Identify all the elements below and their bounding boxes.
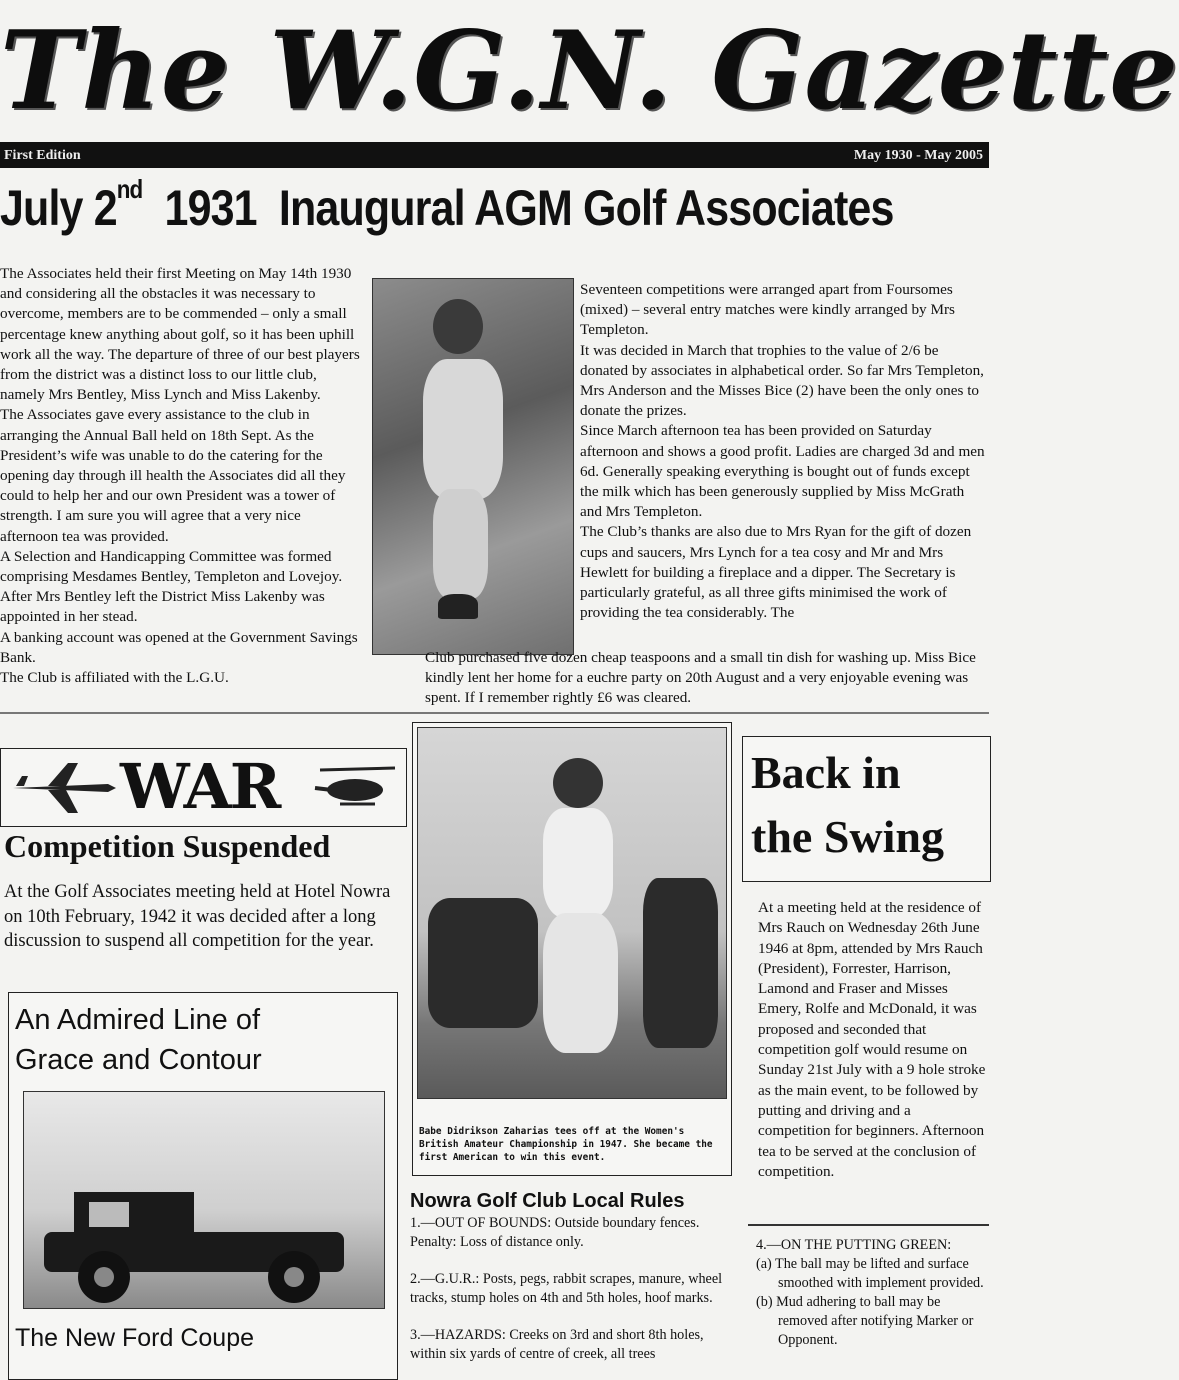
local-rules: [410, 1188, 730, 1378]
ford-title-line2: Grace and Contour: [15, 1044, 262, 1076]
war-title: WAR: [120, 750, 280, 823]
swing-body: At a meeting held at the residence of Mrs Rauch on Wednesday 26th June 1946 at 8pm, attended by Mrs Rauch (President), Forrester, Harrison, Lamond and Fraser and Misses Emery, Rolfe and McDonald, it was proposed and seconded that competition golf would resume on Sunday 21st July with a 9 hole stroke as the main event, to be followed by putting and driving and a competition for beginners. Afternoon tea to be served at the conclusion of competition.: [758, 899, 986, 1180]
article-left-column: [0, 264, 360, 712]
swing-title-line2: the Swing: [751, 811, 944, 862]
article-right-column: [580, 280, 989, 650]
article-bottom-paragraph: Club purchased five dozen cheap teaspoons and a small tin dish for washing up. Miss Bice kindly lent her home for a euchre party on 20th August and a very enjoyable evening was spent. If I remember rightly £6 was cleared.: [425, 649, 976, 707]
putting-green-rule: [756, 1236, 989, 1350]
article-paragraph: The Associates held their first Meeting on May 14th 1930 and considering all the obstacles it was necessary to overcome, members are to be commended – only a small percentage knew anything about golf, so it has been uphill work all the way. The departure of three of our best players from the district was a distinct loss to our little club, namely Mrs Bentley, Miss Lynch and Miss Lakenby.: [0, 265, 360, 404]
headline-date: July 2: [0, 180, 117, 236]
article-paragraph: It was decided in March that trophies to the value of 2/6 be donated by associates in alphabetical order. So far Mrs Templeton, Mrs Anderson and the Misses Bice (2) have been the only ones to donate the prizes.: [580, 341, 984, 420]
putting-heading: 4.—ON THE PUTTING GREEN:: [756, 1237, 952, 1253]
putting-item-a: (a) The ball may be lifted and surface smoothed with implement provided.: [756, 1256, 984, 1291]
main-headline: [0, 174, 894, 242]
ford-advertisement: [8, 992, 398, 1380]
article-paragraph: A banking account was opened at the Government Savings Bank.: [0, 628, 358, 666]
rules-title: Nowra Golf Club Local Rules: [410, 1190, 685, 1212]
zaharias-photo-frame: [412, 722, 732, 1176]
back-in-swing-banner: [742, 736, 991, 882]
war-subheading: Competition Suspended: [4, 828, 331, 864]
rule-item: 3.—HAZARDS: Creeks on 3rd and short 8th holes, within six yards of centre of creek, all trees: [410, 1327, 704, 1362]
aircraft-icon: [8, 758, 118, 818]
ford-coupe-image: [23, 1091, 385, 1309]
putting-item-b: (b) Mud adhering to ball may be removed after notifying Marker or Opponent.: [756, 1294, 974, 1348]
edition-label: First Edition: [4, 148, 81, 163]
zaharias-photo: [417, 727, 727, 1099]
headline-text: 1931 Inaugural AGM Golf Associates: [142, 180, 894, 236]
article-paragraph: Seventeen competitions were arranged apart from Foursomes (mixed) – several entry matches were kindly arranged by Mrs Templeton.: [580, 281, 955, 339]
helicopter-icon: [310, 756, 400, 816]
article-paragraph: The Associates gave every assistance to the club in arranging the Annual Ball held on 18th Sept. As the President’s wife was unable to do the catering for the opening day through ill health the Associates did all they could to help her and our own President was a tower of strength. I am sure you will agree that a very nice afternoon tea was provided.: [0, 406, 346, 545]
article-paragraph: The Club’s thanks are also due to Mrs Ryan for the gift of dozen cups and saucers, Mrs Lynch for a tea cosy and Mr and Mrs Hewlett for building a fireplace and a dipper. The Secretary is particularly grateful, as all three gifts minimised the work of providing the tea considerably. The: [580, 523, 972, 622]
ford-title-line1: An Admired Line of: [15, 1004, 261, 1036]
golfer-photo-1930s: [372, 278, 574, 655]
zaharias-caption: Babe Didrikson Zaharias tees off at the Women's British Amateur Championship in 1947. She became the first American to win this event.: [419, 1126, 713, 1163]
article-paragraph: A Selection and Handicapping Committee was formed comprising Mesdames Bentley, Templeton and Lovejoy. After Mrs Bentley left the District Miss Lakenby was appointed in her stead.: [0, 547, 343, 626]
article-paragraph: Since March afternoon tea has been provided on Saturday afternoon and shows a good profit. Ladies are charged 3d and men 6d. Generally speaking everything is bought out of funds except the milk which has been generously supplied by Miss McGrath and Mrs Templeton.: [580, 422, 985, 521]
car-icon: [24, 1092, 384, 1308]
headline-sup: nd: [116, 174, 143, 204]
section-divider: [0, 712, 989, 714]
swing-title-line1: Back in: [751, 747, 901, 798]
ford-caption: The New Ford Coupe: [15, 1324, 255, 1352]
masthead-title: The W.G.N. Gazette: [0, 8, 1179, 134]
rule-item: 2.—G.U.R.: Posts, pegs, rabbit scrapes, manure, wheel tracks, stump holes on 4th and 5th holes, hoof marks.: [410, 1271, 723, 1306]
date-range: May 1930 - May 2005: [853, 148, 983, 163]
article-paragraph: The Club is affiliated with the L.G.U.: [0, 669, 229, 687]
rules-divider: [748, 1224, 989, 1226]
edition-bar: [0, 142, 989, 168]
war-body: At the Golf Associates meeting held at Hotel Nowra on 10th February, 1942 it was decided after a long discussion to suspend all competition for the year.: [4, 882, 391, 951]
rule-item: 1.—OUT OF BOUNDS: Outside boundary fences. Penalty: Loss of distance only.: [410, 1215, 700, 1250]
